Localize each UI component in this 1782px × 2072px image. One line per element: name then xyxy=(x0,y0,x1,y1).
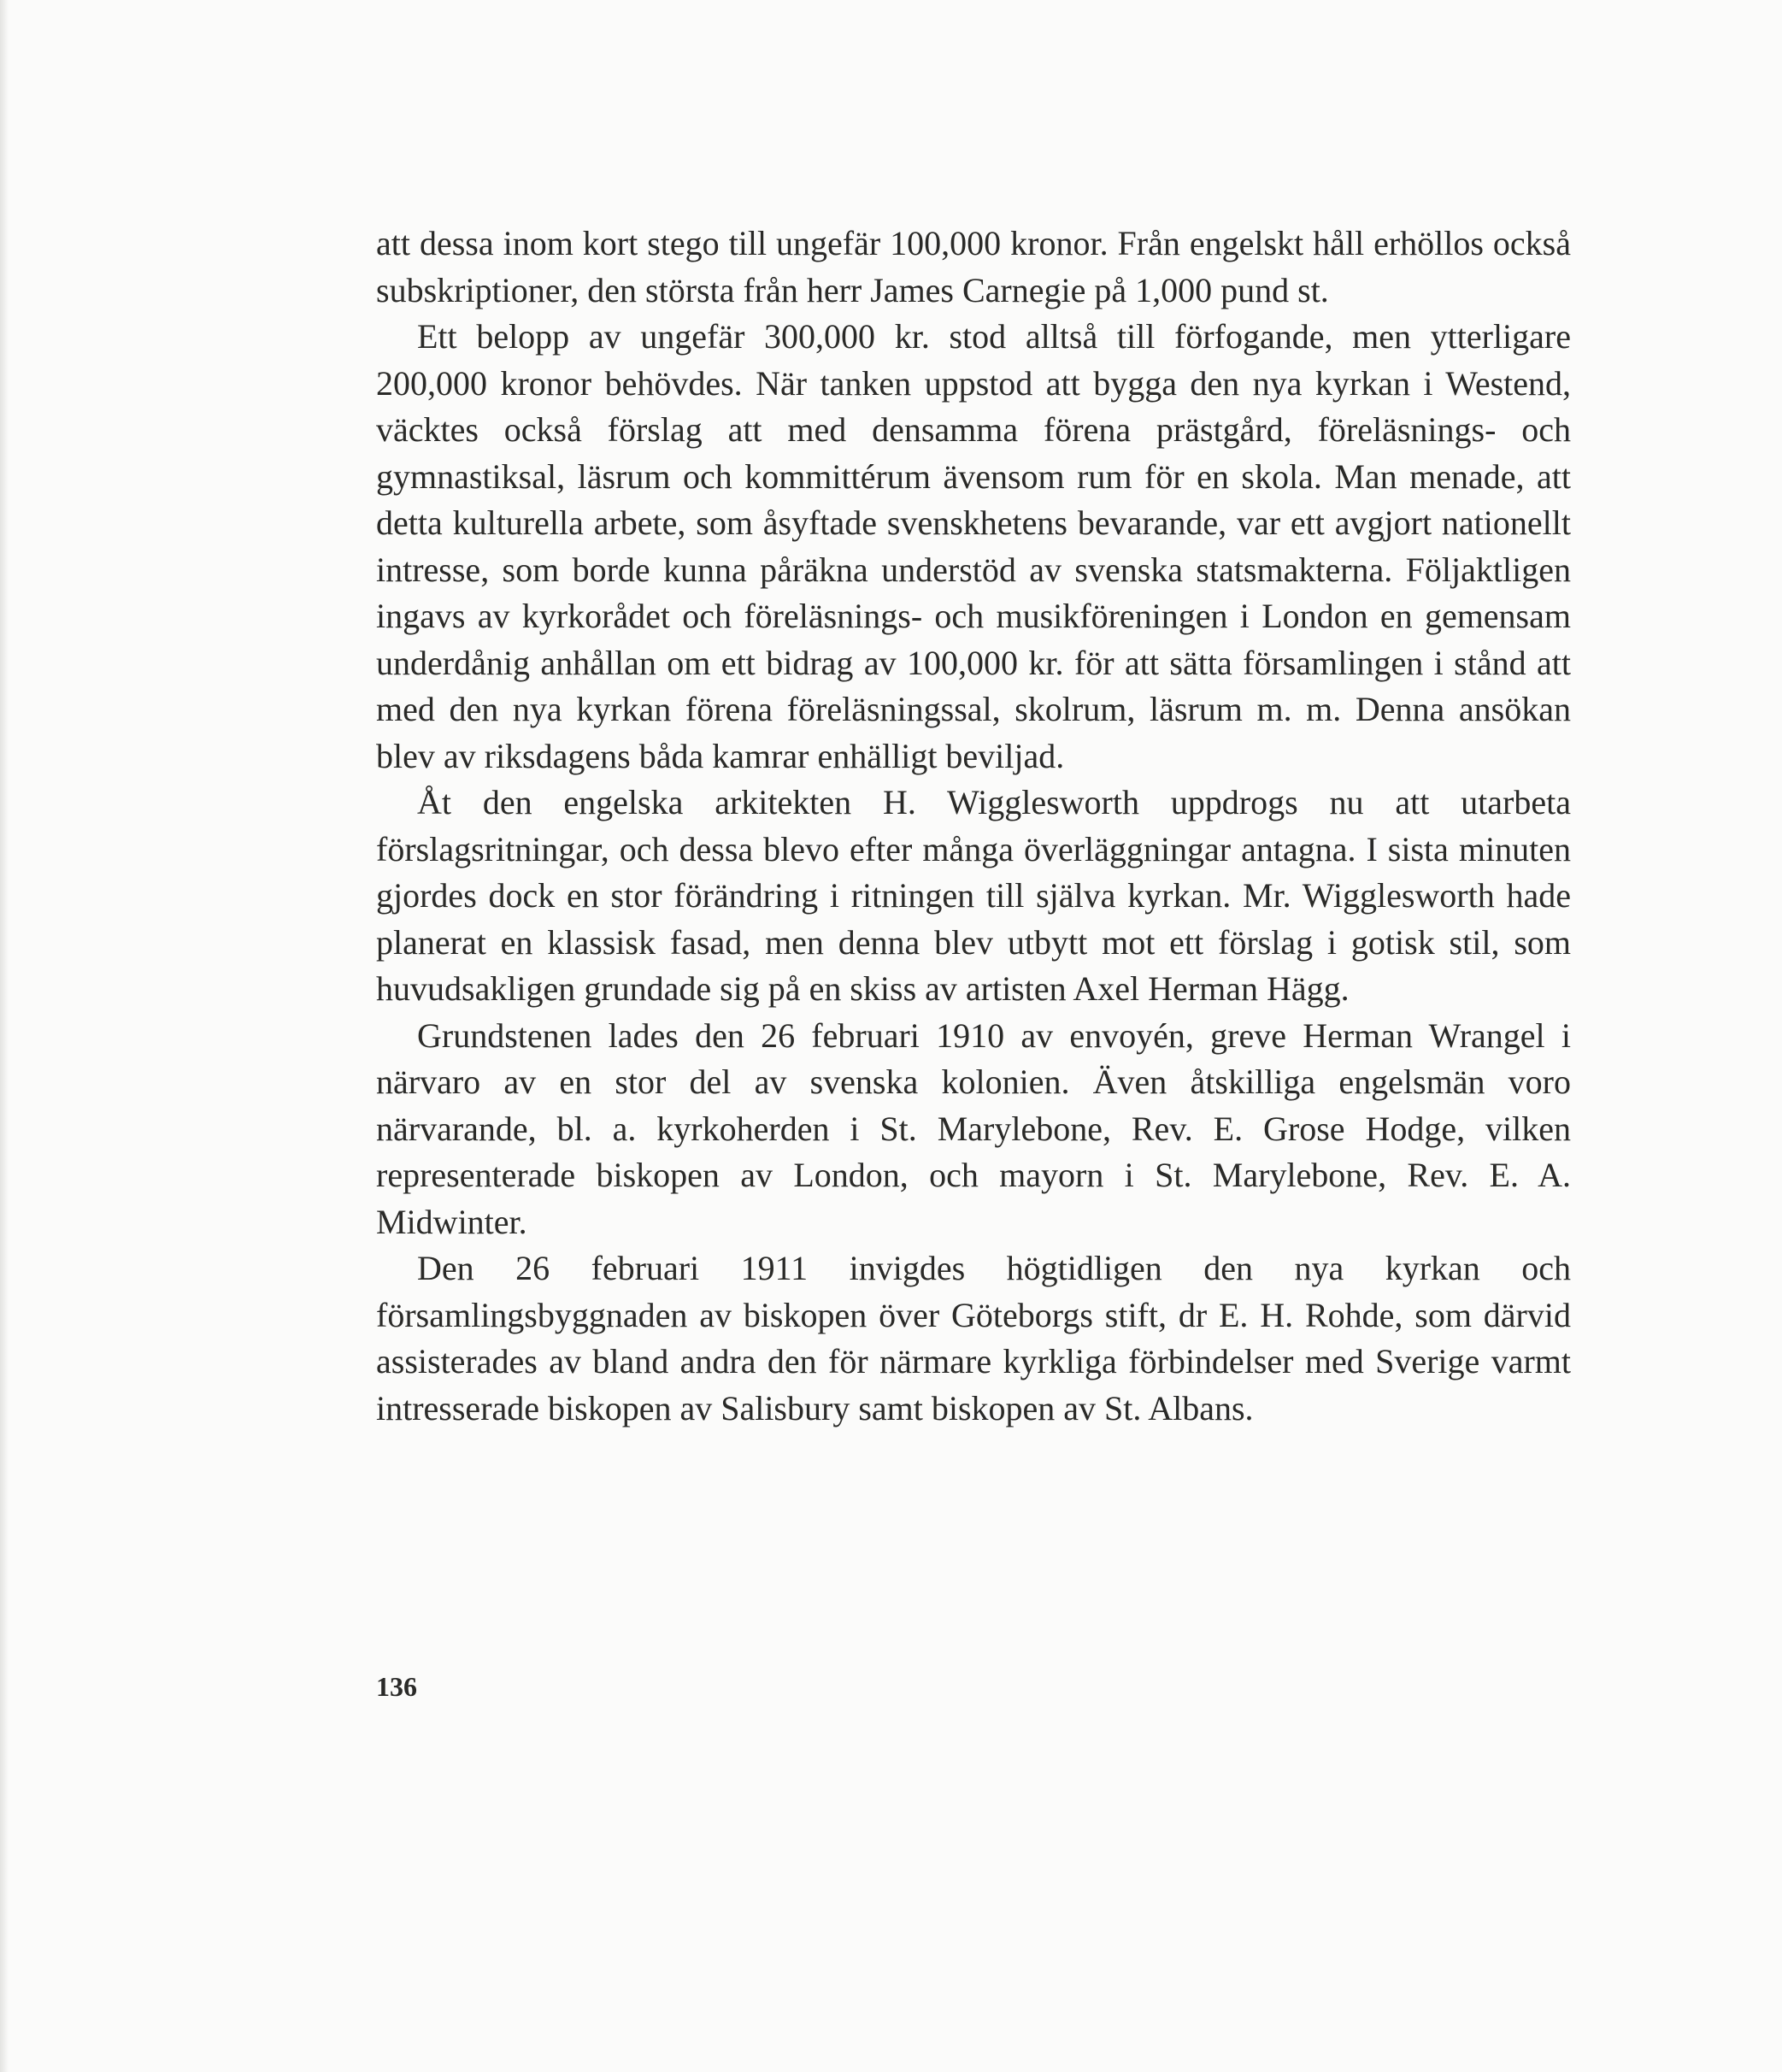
body-text xyxy=(376,221,1571,1432)
paragraph-1: att dessa inom kort stego till ungefär 100,000 kronor. Från engelskt håll erhöllos också subskriptioner, den största från herr James Carnegie på 1,000 pund st. xyxy=(376,224,1571,309)
paragraph-5: Den 26 februari 1911 invigdes högtidligen den nya kyrkan och församlingsbyggnaden av biskopen över Göteborgs stift, dr E. H. Rohde, som därvid assisterades av bland andra den för närmare kyrkliga förbindelser med Sverige varmt intresserade biskopen av Salisbury samt biskopen av St. Albans. xyxy=(376,1249,1571,1427)
page-number: 136 xyxy=(376,1671,417,1702)
paragraph-3: Åt den engelska arkitekten H. Wigglesworth uppdrogs nu att utarbeta förslagsritningar, och dessa blevo efter många överläggningar antagna. I sista minuten gjordes dock en stor förändring i ritningen till själva kyrkan. Mr. Wigglesworth hade planerat en klassisk fasad, men denna blev utbytt mot ett förslag i gotisk stil, som huvudsakligen grundade sig på en skiss av artisten Axel Herman Hägg. xyxy=(376,783,1571,1008)
page-edge xyxy=(0,0,9,2072)
paragraph-2: Ett belopp av ungefär 300,000 kr. stod alltså till förfogande, men ytterligare 200,000 kronor behövdes. När tanken uppstod att bygga den nya kyrkan i Westend, väcktes också förslag att med densamma förena prästgård, föreläsnings- och gymnastiksal, läsrum och kommittérum ävensom rum för en skola. Man menade, att detta kulturella arbete, som åsyftade svenskhetens bevarande, var ett avgjort nationellt intresse, som borde kunna påräkna understöd av svenska statsmakterna. Följaktligen ingavs av kyrkorådet och föreläsnings- och musikföreningen i London en gemensam underdånig anhållan om ett bidrag av 100,000 kr. för att sätta församlingen i stånd att med den nya kyrkan förena föreläsningssal, skolrum, läsrum m. m. Denna ansökan blev av riksdagens båda kamrar enhälligt beviljad. xyxy=(376,317,1571,775)
paragraph-4: Grundstenen lades den 26 februari 1910 av envoyén, greve Herman Wrangel i närvaro av en stor del av svenska kolonien. Även åtskilliga engelsmän voro närvarande, bl. a. kyrkoherden i St. Marylebone, Rev. E. Grose Hodge, vilken representerade biskopen av London, och mayorn i St. Marylebone, Rev. E. A. Midwinter. xyxy=(376,1015,1571,1241)
